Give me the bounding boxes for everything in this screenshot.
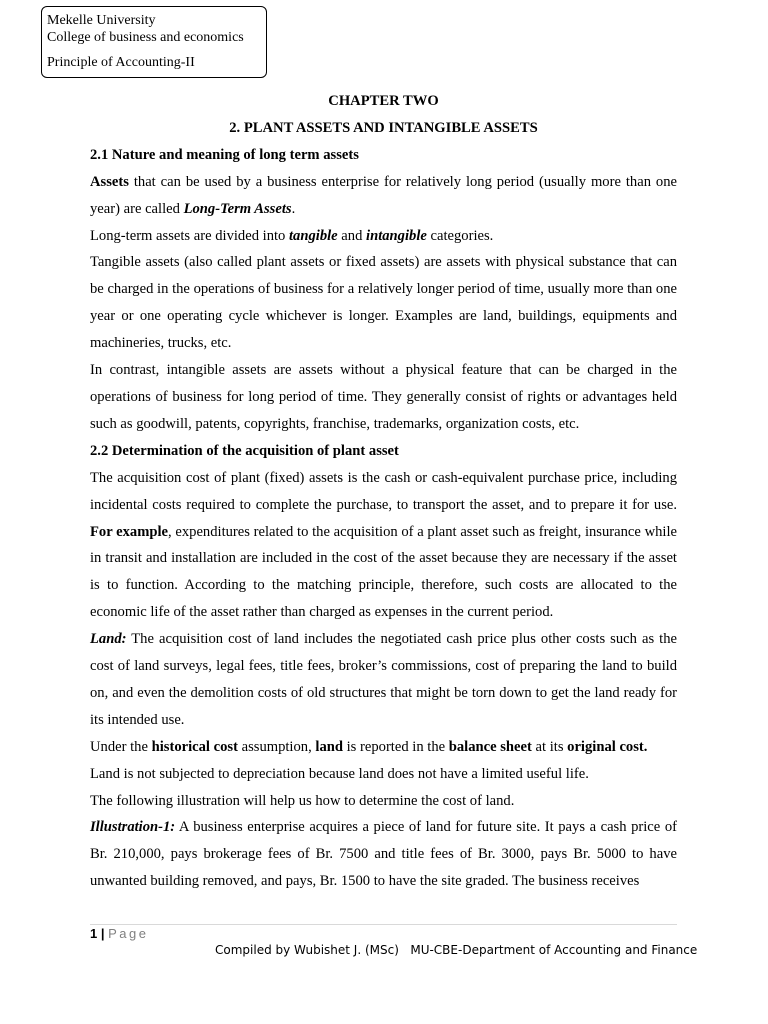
paragraph-illustration-intro: The following illustration will help us how to determine the cost of land. bbox=[90, 792, 515, 809]
paragraph-intangible-assets: In contrast, intangible assets are assets without a physical feature that can be charged in the operations of business for long period of time. They generally consist of rights or advantages held such as goodwill, patents, copyrights, franchise, trademarks, organization costs, etc. bbox=[90, 362, 677, 432]
term-land-bold: land bbox=[315, 738, 343, 755]
term-original-cost: original cost. bbox=[567, 738, 648, 755]
section-heading-2-2: 2.2 Determination of the acquisition of plant asset bbox=[90, 442, 399, 459]
footer-compiled-by: Compiled by Wubishet J. (MSc) MU-CBE-Department of Accounting and Finance bbox=[215, 943, 698, 957]
term-illustration-1: Illustration-1: bbox=[90, 819, 176, 836]
college-name: College of business and economics bbox=[47, 30, 244, 45]
document-body bbox=[90, 88, 677, 895]
page-label: Page bbox=[108, 926, 149, 941]
paragraph-historical-cost: Under the historical cost assumption, land is reported in the balance sheet at its original cost. bbox=[90, 738, 648, 755]
paragraph-tangible-assets: Tangible assets (also called plant assets or fixed assets) are assets with physical substance that can be charged in the operations of business for a relatively longer period of time, usually more than one year or one operating cycle whichever is longer. Examples are land, buildings, equipments and machineries, trucks, etc. bbox=[90, 254, 677, 352]
paragraph-acquisition-cost: The acquisition cost of plant (fixed) assets is the cash or cash-equivalent purchase price, including incidental costs required to complete the purchase, to transport the asset, and to prepare it for use. For example, expenditures related to the acquisition of a plant asset such as freight, insurance while in transit and installation are included in the cost of the asset because they are necessary if the asset is to function. According to the matching principle, therefore, such costs are allocated to the economic life of the asset rather than charged as expenses in the current period. bbox=[90, 469, 678, 621]
section-heading-2-1: 2.1 Nature and meaning of long term assets bbox=[90, 146, 359, 163]
term-for-example: For example bbox=[90, 523, 169, 540]
term-land: Land: bbox=[90, 631, 127, 648]
term-historical-cost: historical cost bbox=[151, 738, 238, 755]
paragraph-categories: Long-term assets are divided into tangible and intangible categories. bbox=[90, 227, 494, 244]
course-name: Principle of Accounting-II bbox=[47, 55, 195, 70]
term-tangible: tangible bbox=[289, 227, 338, 244]
term-intangible: intangible bbox=[366, 227, 427, 244]
paragraph-illustration-1: Illustration-1: A business enterprise acquires a piece of land for future site. It pays a cash price of Br. 210,000, pays brokerage fees of Br. 7500 and title fees of Br. 3000, pays Br. 5000 to have unwanted building removed, and pays, Br. 1500 to have the site graded. The business receives bbox=[90, 819, 677, 890]
term-balance-sheet: balance sheet bbox=[448, 738, 532, 755]
term-assets: Assets bbox=[90, 173, 129, 190]
paragraph-land-depreciation: Land is not subjected to depreciation because land does not have a limited useful life. bbox=[90, 765, 589, 782]
paragraph-assets-definition: Assets that can be used by a business enterprise for relatively long period (usually more than one year) are called Long-Term Assets. bbox=[90, 173, 677, 217]
chapter-title: CHAPTER TWO bbox=[328, 93, 439, 109]
paragraph-land: Land: The acquisition cost of land includes the negotiated cash price plus other costs such as the cost of land surveys, legal fees, title fees, broker’s commissions, cost of preparing the land to build on, and even the demolition costs of old structures that might be torn down to get the land ready for its intended use. bbox=[90, 631, 677, 728]
term-long-term-assets: Long-Term Assets bbox=[183, 200, 292, 217]
chapter-subtitle: 2. PLANT ASSETS AND INTANGIBLE ASSETS bbox=[229, 119, 538, 136]
university-name: Mekelle University bbox=[47, 13, 156, 28]
course-header-box bbox=[41, 6, 267, 78]
page-number: 1 | Page bbox=[90, 926, 149, 941]
footer-divider bbox=[90, 924, 677, 925]
